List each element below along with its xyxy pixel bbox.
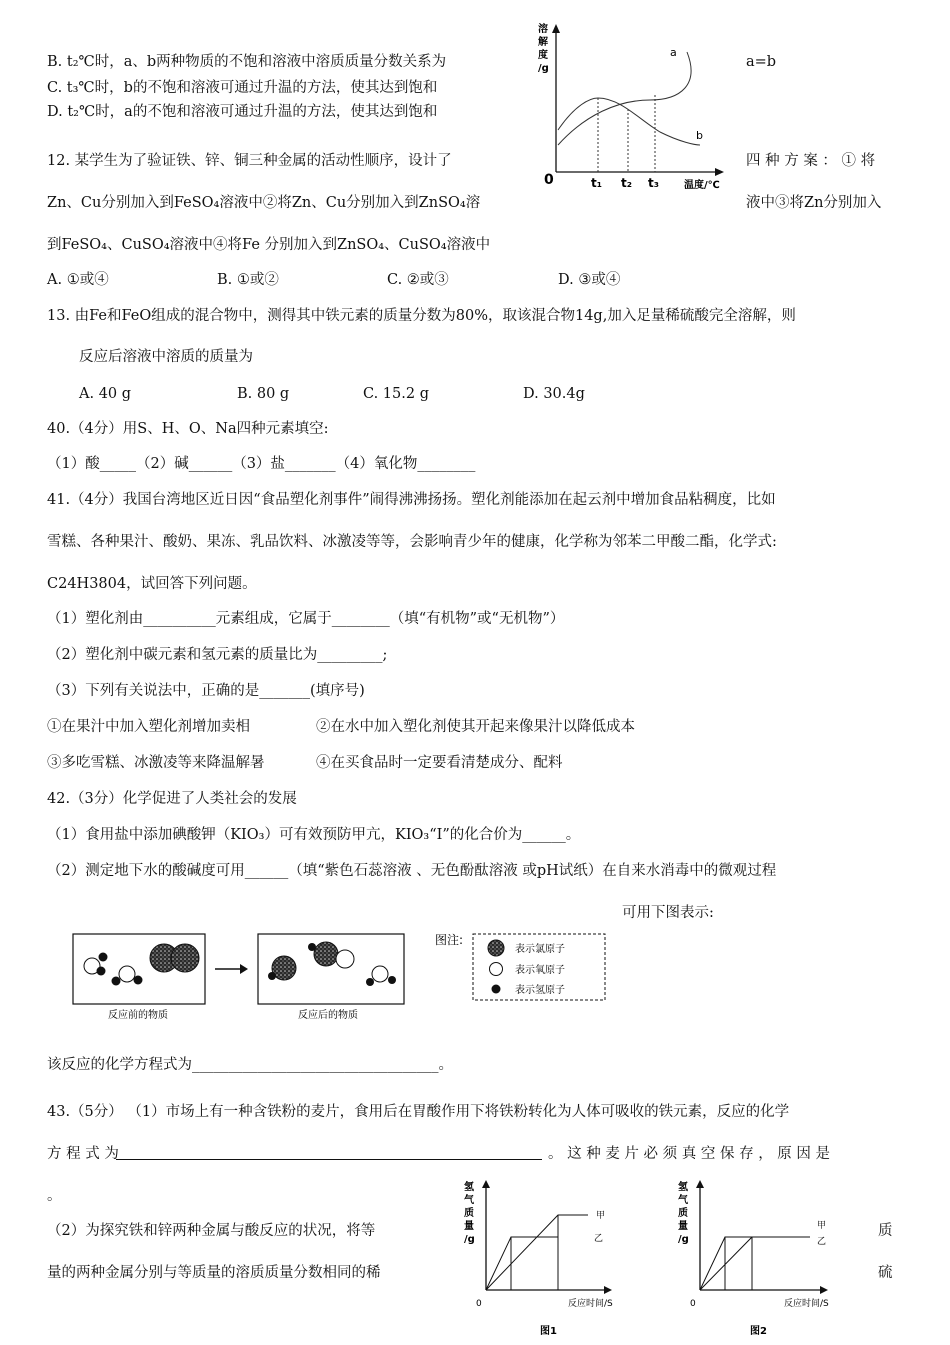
q43-line2-end: 。 这 种 麦 片 必 须 真 空 保 存 ， 原 因 是 (548, 1146, 831, 1162)
q43-line4-end: 质 (878, 1223, 893, 1239)
q43-answer-blank (116, 1159, 542, 1160)
q41-sub1: （1）塑化剂由__________元素组成，它属于________（填“有机物”或“无机物”） (47, 611, 565, 627)
q12-option-b: B. ①或② (217, 272, 279, 288)
q12-option-a: A. ①或④ (47, 272, 109, 288)
micro-reaction-diagram (60, 914, 610, 1024)
solubility-ylabel-3: 度 (538, 50, 548, 61)
h2-chart-1 (458, 1178, 628, 1341)
h2c2-ylabel-3: 质 (678, 1208, 688, 1219)
h2c2-ylabel-1: 氢 (678, 1182, 688, 1193)
q12-option-c: C. ②或③ (387, 272, 449, 288)
h2c1-yi: 乙 (594, 1234, 604, 1244)
solubility-tick-t3: t₃ (648, 176, 659, 190)
micro-legend-cl: 表示氯原子 (515, 944, 565, 955)
solubility-ylabel-1: 溶 (538, 24, 548, 35)
solubility-series-b: b (696, 129, 703, 142)
h2c2-caption: 图2 (750, 1326, 767, 1337)
solubility-chart (530, 20, 735, 192)
q43-line2-start: 方 程 式 为 (47, 1146, 119, 1162)
q13-option-a: A. 40 g (79, 386, 132, 402)
h2c1-ylabel-1: 氢 (464, 1182, 474, 1193)
q12-line1-end: 四 种 方 案 ： ① 将 (746, 153, 876, 169)
q13-option-d: D. 30.4g (523, 386, 585, 402)
h2c2-ylabel-2: 气 (678, 1195, 688, 1206)
q41-choice1: ①在果汁中加入塑化剂增加卖相 (47, 719, 250, 735)
q40-line1: 40.（4分）用S、H、O、Na四种元素填空: (47, 421, 329, 437)
q43-line3: 。 (47, 1188, 62, 1204)
h2c1-origin: 0 (476, 1299, 482, 1309)
q12-line3: 到FeSO₄、CuSO₄溶液中④将Fe 分别加入到ZnSO₄、CuSO₄溶液中 (47, 237, 491, 253)
h2c1-ylabel-3: 质 (464, 1208, 474, 1219)
solubility-ylabel-4: /g (538, 63, 549, 74)
option-c: C. t₃℃时，b的不饱和溶液可通过升温的方法，使其达到饱和 (47, 80, 438, 96)
q13-line2: 反应后溶液中溶质的质量为 (79, 349, 253, 365)
q41-choice2: ②在水中加入塑化剂使其开起来像果汁以降低成本 (316, 719, 635, 735)
q12-line1: 12. 某学生为了验证铁、锌、铜三种金属的活动性顺序，设计了 (47, 153, 452, 169)
q42-sub2-cont: 可用下图表示: (622, 905, 714, 921)
solubility-ylabel-2: 解 (538, 37, 548, 48)
q41-choice3: ③多吃雪糕、冰激凌等来降温解暑 (47, 755, 265, 771)
solubility-origin: 0 (544, 172, 554, 188)
q12-line2-end: 液中③将Zn分别加入 (746, 195, 882, 211)
h2c1-ylabel-4: 量 (464, 1221, 474, 1232)
h2c1-ylabel-2: 气 (464, 1195, 474, 1206)
h2-chart-2 (672, 1178, 844, 1341)
q42-sub1: （1）食用盐中添加碘酸钾（KIO₃）可有效预防甲亢，KIO₃“I”的化合价为______。 (47, 827, 581, 843)
option-b: B. t₂℃时，a、b两种物质的不饱和溶液中溶质质量分数关系为 (47, 54, 447, 70)
q43-line5: 量的两种金属分别与等质量的溶质质量分数相同的稀 (47, 1265, 381, 1281)
h2c2-ylabel-4: 量 (678, 1221, 688, 1232)
h2c2-ylabel-5: /g (678, 1234, 689, 1245)
micro-before-label: 反应前的物质 (108, 1010, 168, 1021)
q42-equation: 该反应的化学方程式为__________________________________。 (47, 1057, 453, 1073)
solubility-tick-t2: t₂ (621, 176, 632, 190)
q40-line2: （1）酸_____（2）碱______（3）盐_______（4）氧化物________ (47, 456, 476, 472)
q41-line3: C24H3804，试回答下列问题。 (47, 576, 257, 592)
h2c2-yi: 乙 (817, 1237, 827, 1247)
q41-sub3: （3）下列有关说法中，正确的是_______(填序号) (47, 683, 365, 699)
q41-choice4: ④在买食品时一定要看清楚成分、配料 (316, 755, 563, 771)
micro-legend-title: 图注: (435, 933, 464, 947)
q13-option-c: C. 15.2 g (363, 386, 429, 402)
h2c1-xlabel: 反应时间/S (568, 1299, 613, 1309)
h2c2-xlabel: 反应时间/S (784, 1299, 829, 1309)
q41-sub2: （2）塑化剂中碳元素和氢元素的质量比为_________; (47, 647, 388, 663)
option-d: D. t₂℃时，a的不饱和溶液可通过升温的方法，使其达到饱和 (47, 104, 438, 120)
q43-line5-end: 硫 (878, 1265, 893, 1281)
micro-after-label: 反应后的物质 (298, 1010, 358, 1021)
h2c1-caption: 图1 (540, 1326, 557, 1337)
q12-line2: Zn、Cu分别加入到FeSO₄溶液中②将Zn、Cu分别加入到ZnSO₄溶 (47, 195, 481, 211)
h2c1-ylabel-5: /g (464, 1234, 475, 1245)
q41-line2: 雪糕、各种果汁、酸奶、果冻、乳品饮料、冰激凌等等，会影响青少年的健康，化学称为邻苯二甲酸二酯，化学式: (47, 534, 777, 550)
solubility-xlabel: 温度/℃ (684, 180, 720, 191)
q13-option-b: B. 80 g (237, 386, 290, 402)
q43-line1: 43.（5分） （1）市场上有一种含铁粉的麦片，食用后在胃酸作用下将铁粉转化为人体可吸收的铁元素，反应的化学 (47, 1104, 790, 1120)
q13-line1: 13. 由Fe和FeO组成的混合物中，测得其中铁元素的质量分数为80%，取该混合物14g,加入足量稀硫酸完全溶解，则 (47, 308, 796, 324)
q42-sub2: （2）测定地下水的酸碱度可用______（填“紫色石蕊溶液 、无色酚酞溶液 或pH试纸）在自来水消毒中的微观过程 (47, 863, 777, 879)
solubility-series-a: a (670, 46, 677, 59)
h2c1-jia: 甲 (596, 1211, 606, 1221)
q12-option-d: D. ③或④ (558, 272, 621, 288)
q43-line4: （2）为探究铁和锌两种金属与酸反应的状况，将等 (47, 1223, 376, 1239)
q42-line1: 42.（3分）化学促进了人类社会的发展 (47, 791, 297, 807)
micro-legend-o: 表示氧原子 (515, 965, 565, 976)
micro-legend-h: 表示氢原子 (515, 985, 565, 996)
h2c2-origin: 0 (690, 1299, 696, 1309)
h2c2-jia: 甲 (817, 1221, 827, 1231)
solubility-tick-t1: t₁ (591, 176, 602, 190)
q41-line1: 41.（4分）我国台湾地区近日因“食品塑化剂事件”闹得沸沸扬扬。塑化剂能添加在起云剂中增加食品粘稠度，比如 (47, 492, 776, 508)
option-b-end: a=b (746, 54, 777, 70)
